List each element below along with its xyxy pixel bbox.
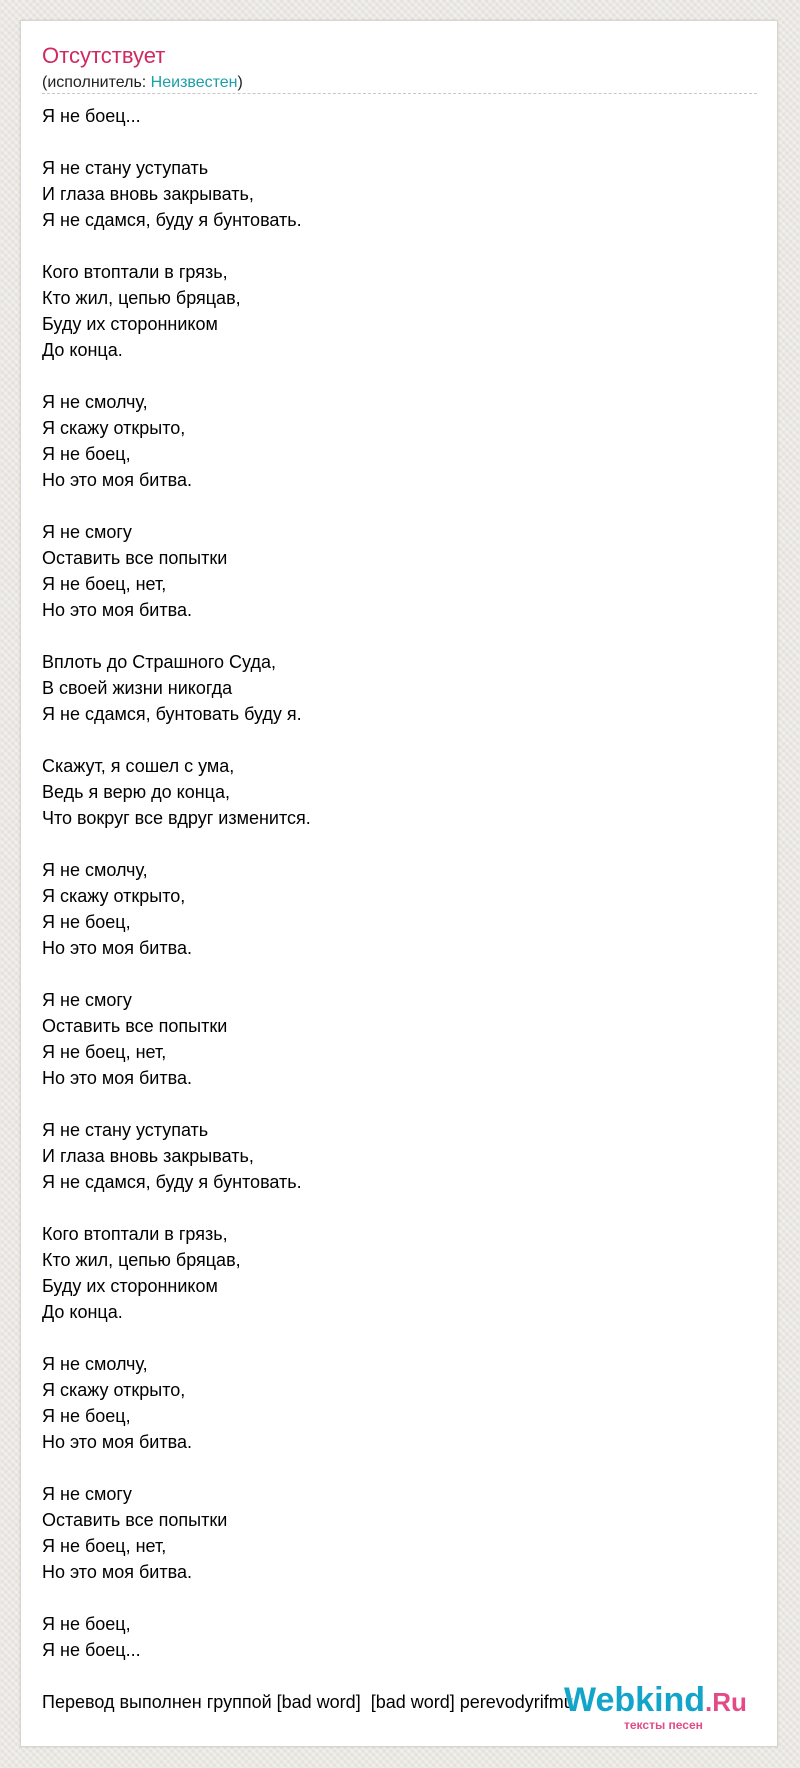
lyric-line: И глаза вновь закрывать, [42,184,254,204]
lyric-line: Оставить все попытки [42,1510,228,1530]
lyric-line: До конца. [42,340,123,360]
logo-wordmark [564,1680,747,1722]
song-title: Отсутствует [42,43,166,68]
lyric-line: Я не сдамся, буду я бунтовать. [42,210,302,230]
lyric-line: Я не смолчу, [42,1354,148,1374]
lyric-line: Я не сдамся, буду я бунтовать. [42,1172,302,1192]
lyric-line: Я не боец, [42,1614,131,1634]
title-divider [42,93,757,94]
lyric-line: Я не смолчу, [42,860,148,880]
lyric-line: Перевод выполнен группой [bad word] [bad word] perevodyrifmu [42,1692,574,1712]
lyric-line: Кто жил, цепью бряцав, [42,288,241,308]
stanza-break [42,233,742,259]
lyric-line: Я скажу открыто, [42,886,186,906]
lyric-line: Вплоть до Страшного Суда, [42,652,276,672]
stanza-break [42,1585,742,1611]
lyric-line: Кого втоптали в грязь, [42,262,228,282]
lyric-line: Но это моя битва. [42,1562,192,1582]
lyric-line: Я не смогу [42,522,132,542]
lyric-line: Я не смогу [42,990,132,1010]
lyric-line: Я не боец, [42,444,131,464]
webkind-logo[interactable] [564,1680,747,1732]
artist-line [42,73,243,93]
lyric-line: Я не боец, [42,1406,131,1426]
lyric-line: Оставить все попытки [42,1016,228,1036]
stanza-break [42,1325,742,1351]
logo-suffix: .Ru [705,1687,747,1717]
lyric-line: Кого втоптали в грязь, [42,1224,228,1244]
stanza-break [42,1195,742,1221]
lyric-line: Я не боец, нет, [42,1042,167,1062]
stanza-break [42,1091,742,1117]
lyric-line: Я не смогу [42,1484,132,1504]
lyric-line: Но это моя битва. [42,1068,192,1088]
stanza-break [42,1455,742,1481]
lyric-line: Что вокруг все вдруг изменится. [42,808,311,828]
lyric-line: Я не стану уступать [42,158,209,178]
lyric-line: Я не боец, нет, [42,574,167,594]
lyric-line: Но это моя битва. [42,600,192,620]
logo-brand: Webkind [564,1681,706,1719]
lyric-line: Я скажу открыто, [42,1380,186,1400]
stanza-break [42,623,742,649]
stanza-break [42,961,742,987]
lyric-line: Я не боец... [42,106,141,126]
lyric-line: В своей жизни никогда [42,678,233,698]
lyric-line: Я не сдамся, бунтовать буду я. [42,704,302,724]
lyric-line: Я не боец, [42,912,131,932]
lyric-line: И глаза вновь закрывать, [42,1146,254,1166]
lyric-line: Я не смолчу, [42,392,148,412]
lyric-line: Но это моя битва. [42,470,192,490]
lyric-line: Буду их сторонником [42,314,218,334]
lyric-line: Кто жил, цепью бряцав, [42,1250,241,1270]
artist-prefix: (исполнитель: [42,74,151,91]
stanza-break [42,727,742,753]
lyric-line: Я скажу открыто, [42,418,186,438]
lyric-line: Оставить все попытки [42,548,228,568]
stanza-break [42,363,742,389]
lyric-line: Я не боец, нет, [42,1536,167,1556]
lyrics-text [42,103,742,1715]
lyric-line: Я не стану уступать [42,1120,209,1140]
lyric-line: Но это моя битва. [42,938,192,958]
lyric-line: До конца. [42,1302,123,1322]
lyric-line: Я не боец... [42,1640,141,1660]
stanza-break [42,831,742,857]
artist-suffix: ) [237,74,243,91]
logo-tagline: тексты песен [624,1718,703,1732]
stanza-break [42,493,742,519]
lyric-line: Ведь я верю до конца, [42,782,230,802]
artist-link[interactable]: Неизвестен [150,74,238,91]
lyrics-card [20,20,778,1747]
stanza-break [42,129,742,155]
lyric-line: Но это моя битва. [42,1432,192,1452]
lyric-line: Скажут, я сошел с ума, [42,756,235,776]
lyric-line: Буду их сторонником [42,1276,218,1296]
